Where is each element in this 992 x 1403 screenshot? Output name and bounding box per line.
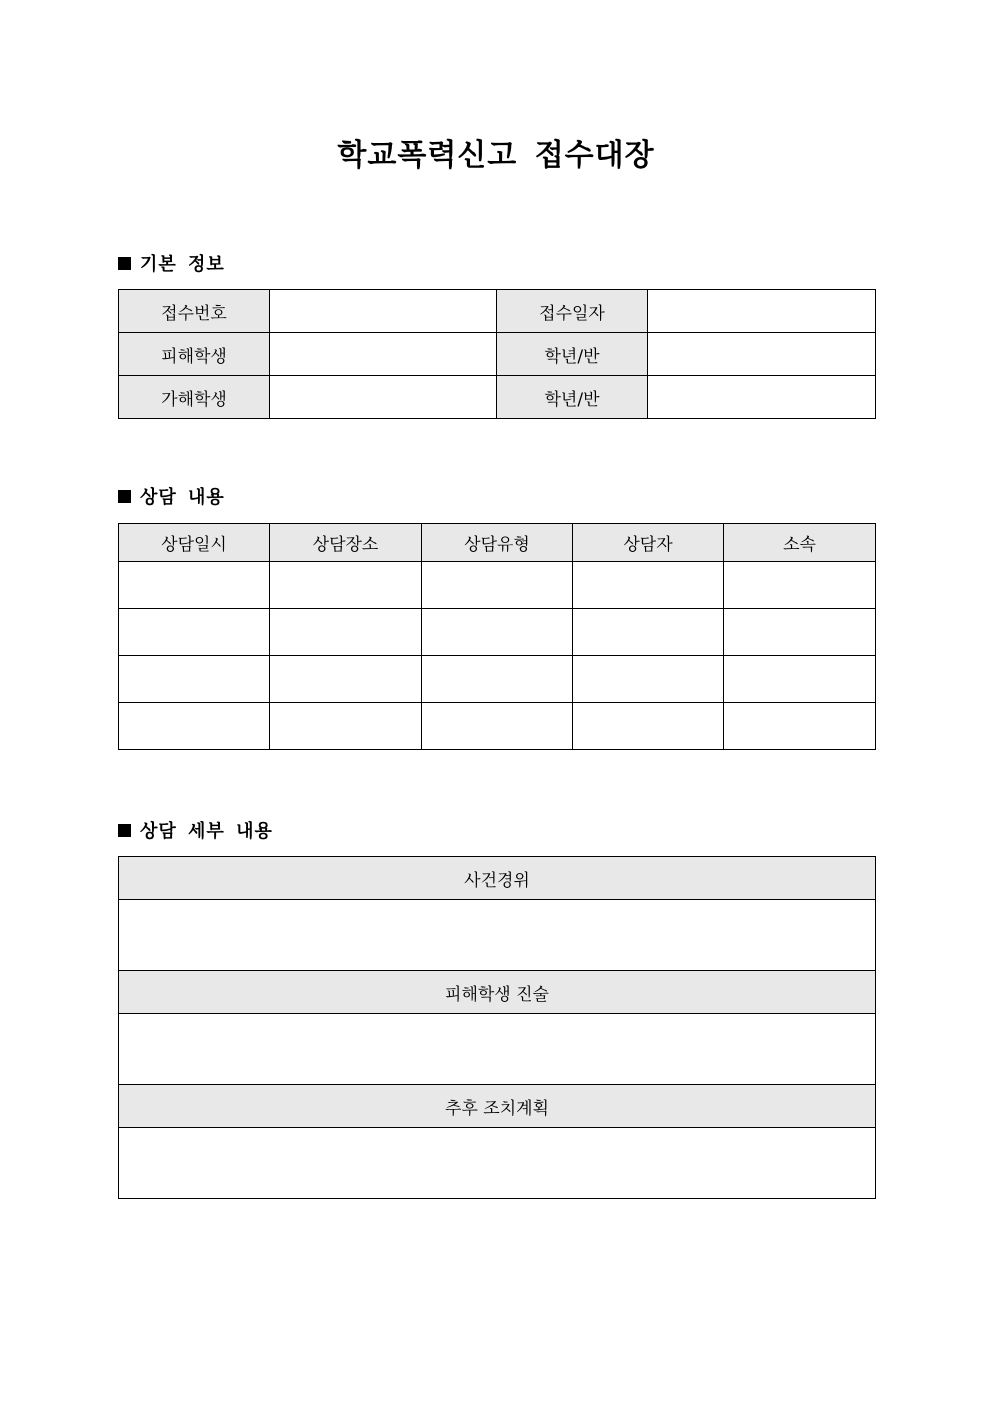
column-header-affiliation: 소속 bbox=[724, 524, 876, 562]
table-header-row bbox=[119, 971, 876, 1014]
table-row bbox=[119, 333, 876, 376]
victim-grade-class-field[interactable] bbox=[648, 333, 876, 376]
offender-student-label: 가해학생 bbox=[119, 376, 270, 419]
table-header-row bbox=[119, 857, 876, 900]
counseling-counselor-cell[interactable] bbox=[573, 609, 724, 656]
table-row bbox=[119, 562, 876, 609]
receipt-date-label: 접수일자 bbox=[497, 290, 648, 333]
counseling-place-cell[interactable] bbox=[270, 609, 422, 656]
square-bullet-icon bbox=[118, 824, 131, 837]
incident-background-field[interactable] bbox=[119, 900, 876, 971]
offender-student-field[interactable] bbox=[270, 376, 497, 419]
offender-grade-class-label: 학년/반 bbox=[497, 376, 648, 419]
counseling-heading bbox=[118, 486, 225, 510]
counseling-affiliation-cell[interactable] bbox=[724, 609, 876, 656]
victim-statement-field[interactable] bbox=[119, 1014, 876, 1085]
square-bullet-icon bbox=[118, 490, 131, 503]
basic-info-table bbox=[118, 289, 876, 419]
counseling-type-cell[interactable] bbox=[422, 656, 573, 703]
victim-student-field[interactable] bbox=[270, 333, 497, 376]
offender-grade-class-field[interactable] bbox=[648, 376, 876, 419]
counseling-datetime-cell[interactable] bbox=[119, 562, 270, 609]
counseling-affiliation-cell[interactable] bbox=[724, 562, 876, 609]
incident-background-label: 사건경위 bbox=[119, 857, 876, 900]
table-row bbox=[119, 900, 876, 971]
basic-info-heading-text: 기본 정보 bbox=[140, 254, 225, 275]
counseling-table bbox=[118, 523, 876, 750]
column-header-place: 상담장소 bbox=[270, 524, 422, 562]
details-table bbox=[118, 856, 876, 1199]
column-header-datetime: 상담일시 bbox=[119, 524, 270, 562]
table-row bbox=[119, 376, 876, 419]
counseling-counselor-cell[interactable] bbox=[573, 703, 724, 750]
counseling-affiliation-cell[interactable] bbox=[724, 703, 876, 750]
counseling-type-cell[interactable] bbox=[422, 562, 573, 609]
table-row bbox=[119, 656, 876, 703]
counseling-place-cell[interactable] bbox=[270, 703, 422, 750]
counseling-place-cell[interactable] bbox=[270, 656, 422, 703]
basic-info-heading bbox=[118, 253, 225, 277]
details-heading-text: 상담 세부 내용 bbox=[140, 821, 273, 842]
receipt-number-label: 접수번호 bbox=[119, 290, 270, 333]
table-row bbox=[119, 1014, 876, 1085]
receipt-date-field[interactable] bbox=[648, 290, 876, 333]
victim-student-label: 피해학생 bbox=[119, 333, 270, 376]
victim-statement-label: 피해학생 진술 bbox=[119, 971, 876, 1014]
counseling-type-cell[interactable] bbox=[422, 609, 573, 656]
counseling-counselor-cell[interactable] bbox=[573, 562, 724, 609]
counseling-type-cell[interactable] bbox=[422, 703, 573, 750]
column-header-type: 상담유형 bbox=[422, 524, 573, 562]
details-heading bbox=[118, 820, 273, 844]
table-row bbox=[119, 609, 876, 656]
square-bullet-icon bbox=[118, 257, 131, 270]
table-row bbox=[119, 290, 876, 333]
victim-grade-class-label: 학년/반 bbox=[497, 333, 648, 376]
counseling-affiliation-cell[interactable] bbox=[724, 656, 876, 703]
counseling-counselor-cell[interactable] bbox=[573, 656, 724, 703]
follow-up-plan-label: 추후 조치계획 bbox=[119, 1085, 876, 1128]
counseling-place-cell[interactable] bbox=[270, 562, 422, 609]
counseling-datetime-cell[interactable] bbox=[119, 609, 270, 656]
column-header-counselor: 상담자 bbox=[573, 524, 724, 562]
table-row bbox=[119, 703, 876, 750]
page-title: 학교폭력신고 접수대장 bbox=[337, 138, 655, 173]
counseling-datetime-cell[interactable] bbox=[119, 656, 270, 703]
table-row bbox=[119, 1128, 876, 1199]
receipt-number-field[interactable] bbox=[270, 290, 497, 333]
table-header-row bbox=[119, 524, 876, 562]
table-header-row bbox=[119, 1085, 876, 1128]
counseling-heading-text: 상담 내용 bbox=[140, 487, 225, 508]
follow-up-plan-field[interactable] bbox=[119, 1128, 876, 1199]
counseling-datetime-cell[interactable] bbox=[119, 703, 270, 750]
